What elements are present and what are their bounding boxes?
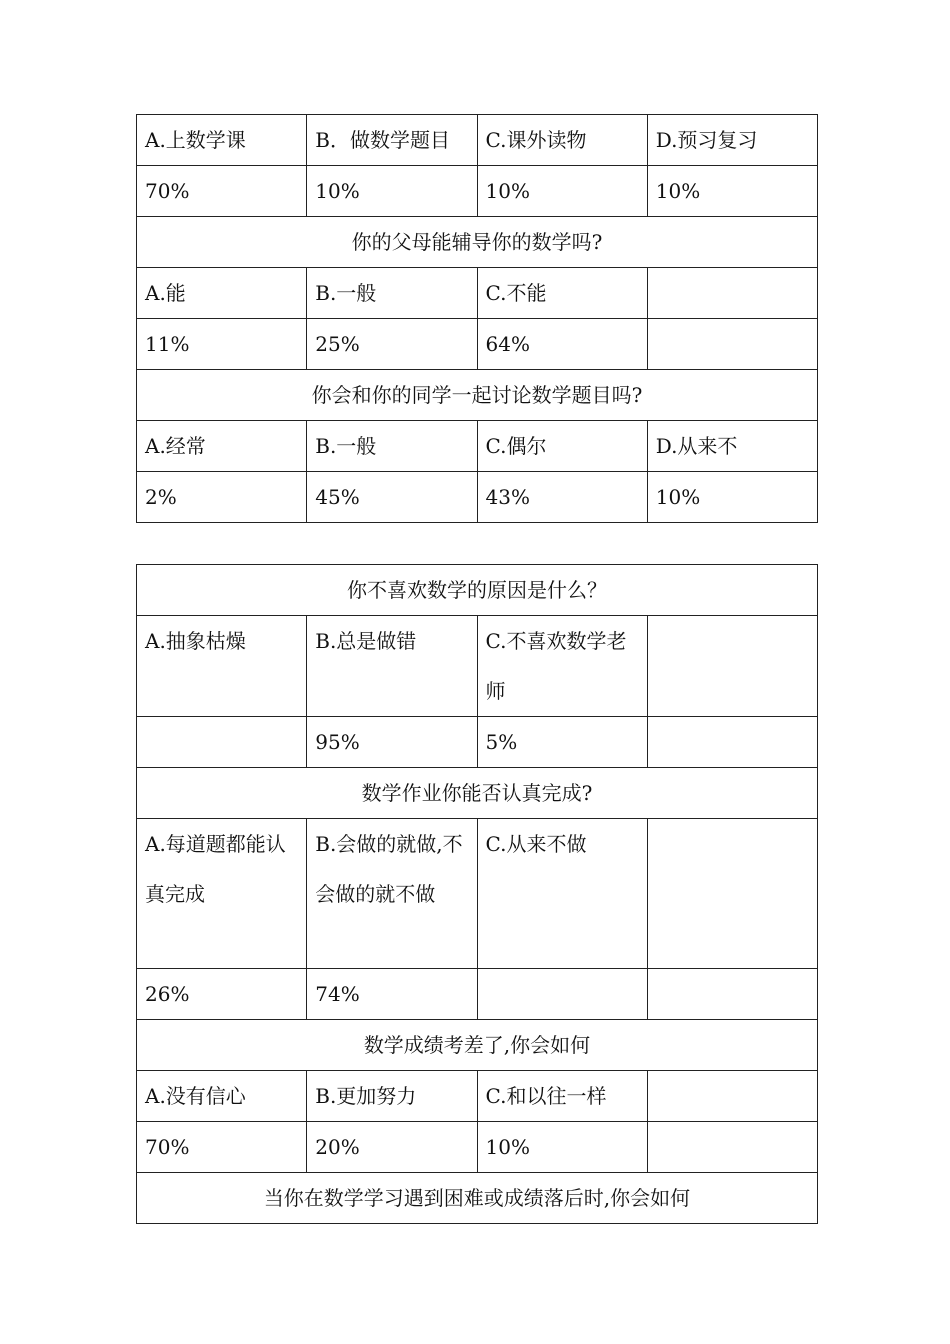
percentage-cell (647, 717, 817, 768)
option-cell (647, 819, 817, 969)
option-row (137, 268, 818, 319)
question-row (137, 1173, 818, 1224)
option-cell: B.一般 (307, 421, 477, 472)
percentage-cell: 70% (137, 1122, 307, 1173)
percentage-cell: 43% (477, 472, 647, 523)
option-row (137, 616, 818, 717)
option-cell: B.更加努力 (307, 1071, 477, 1122)
percentage-cell: 26% (137, 969, 307, 1020)
survey-table-1 (136, 114, 818, 523)
percentage-cell: 10% (477, 166, 647, 217)
option-row (137, 819, 818, 969)
question-row (137, 217, 818, 268)
option-row (137, 115, 818, 166)
option-cell: C.偶尔 (477, 421, 647, 472)
percentage-cell: 2% (137, 472, 307, 523)
option-cell: A.经常 (137, 421, 307, 472)
option-cell (647, 268, 817, 319)
percentage-cell: 74% (307, 969, 477, 1020)
option-cell: D.从来不 (647, 421, 817, 472)
option-cell: C.不能 (477, 268, 647, 319)
percentage-cell (647, 969, 817, 1020)
percentage-cell: 5% (477, 717, 647, 768)
option-cell (647, 1071, 817, 1122)
option-cell: B.会做的就做,不会做的就不做 (307, 819, 477, 969)
option-cell: C.课外读物 (477, 115, 647, 166)
percentage-cell: 70% (137, 166, 307, 217)
option-cell: D.预习复习 (647, 115, 817, 166)
option-cell: B.一般 (307, 268, 477, 319)
percentage-cell: 20% (307, 1122, 477, 1173)
percentage-row (137, 1122, 818, 1173)
question-row (137, 370, 818, 421)
percentage-row (137, 969, 818, 1020)
question-row (137, 565, 818, 616)
percentage-cell (647, 319, 817, 370)
option-cell: C.从来不做 (477, 819, 647, 969)
percentage-cell: 25% (307, 319, 477, 370)
question-cell: 你不喜欢数学的原因是什么？ (137, 565, 818, 616)
percentage-cell: 10% (647, 166, 817, 217)
question-row (137, 1020, 818, 1071)
survey-table-2 (136, 564, 818, 1224)
option-cell: A.每道题都能认真完成 (137, 819, 307, 969)
percentage-cell (137, 717, 307, 768)
percentage-row (137, 472, 818, 523)
percentage-row (137, 319, 818, 370)
question-row (137, 768, 818, 819)
option-cell: B.总是做错 (307, 616, 477, 717)
percentage-cell (477, 969, 647, 1020)
question-cell: 数学成绩考差了,你会如何 (137, 1020, 818, 1071)
option-cell: C.不喜欢数学老师 (477, 616, 647, 717)
option-cell: A.上数学课 (137, 115, 307, 166)
option-cell: A.没有信心 (137, 1071, 307, 1122)
percentage-row (137, 717, 818, 768)
option-row (137, 1071, 818, 1122)
percentage-cell: 10% (307, 166, 477, 217)
option-cell (647, 616, 817, 717)
option-cell: A.抽象枯燥 (137, 616, 307, 717)
question-cell: 你会和你的同学一起讨论数学题目吗? (137, 370, 818, 421)
percentage-row (137, 166, 818, 217)
option-cell: A.能 (137, 268, 307, 319)
percentage-cell: 45% (307, 472, 477, 523)
percentage-cell: 64% (477, 319, 647, 370)
option-cell: C.和以往一样 (477, 1071, 647, 1122)
percentage-cell: 95% (307, 717, 477, 768)
percentage-cell: 10% (647, 472, 817, 523)
option-row (137, 421, 818, 472)
question-cell: 数学作业你能否认真完成? (137, 768, 818, 819)
percentage-cell (647, 1122, 817, 1173)
percentage-cell: 10% (477, 1122, 647, 1173)
question-cell: 当你在数学学习遇到困难或成绩落后时,你会如何 (137, 1173, 818, 1224)
question-cell: 你的父母能辅导你的数学吗? (137, 217, 818, 268)
option-cell: B．做数学题目 (307, 115, 477, 166)
percentage-cell: 11% (137, 319, 307, 370)
